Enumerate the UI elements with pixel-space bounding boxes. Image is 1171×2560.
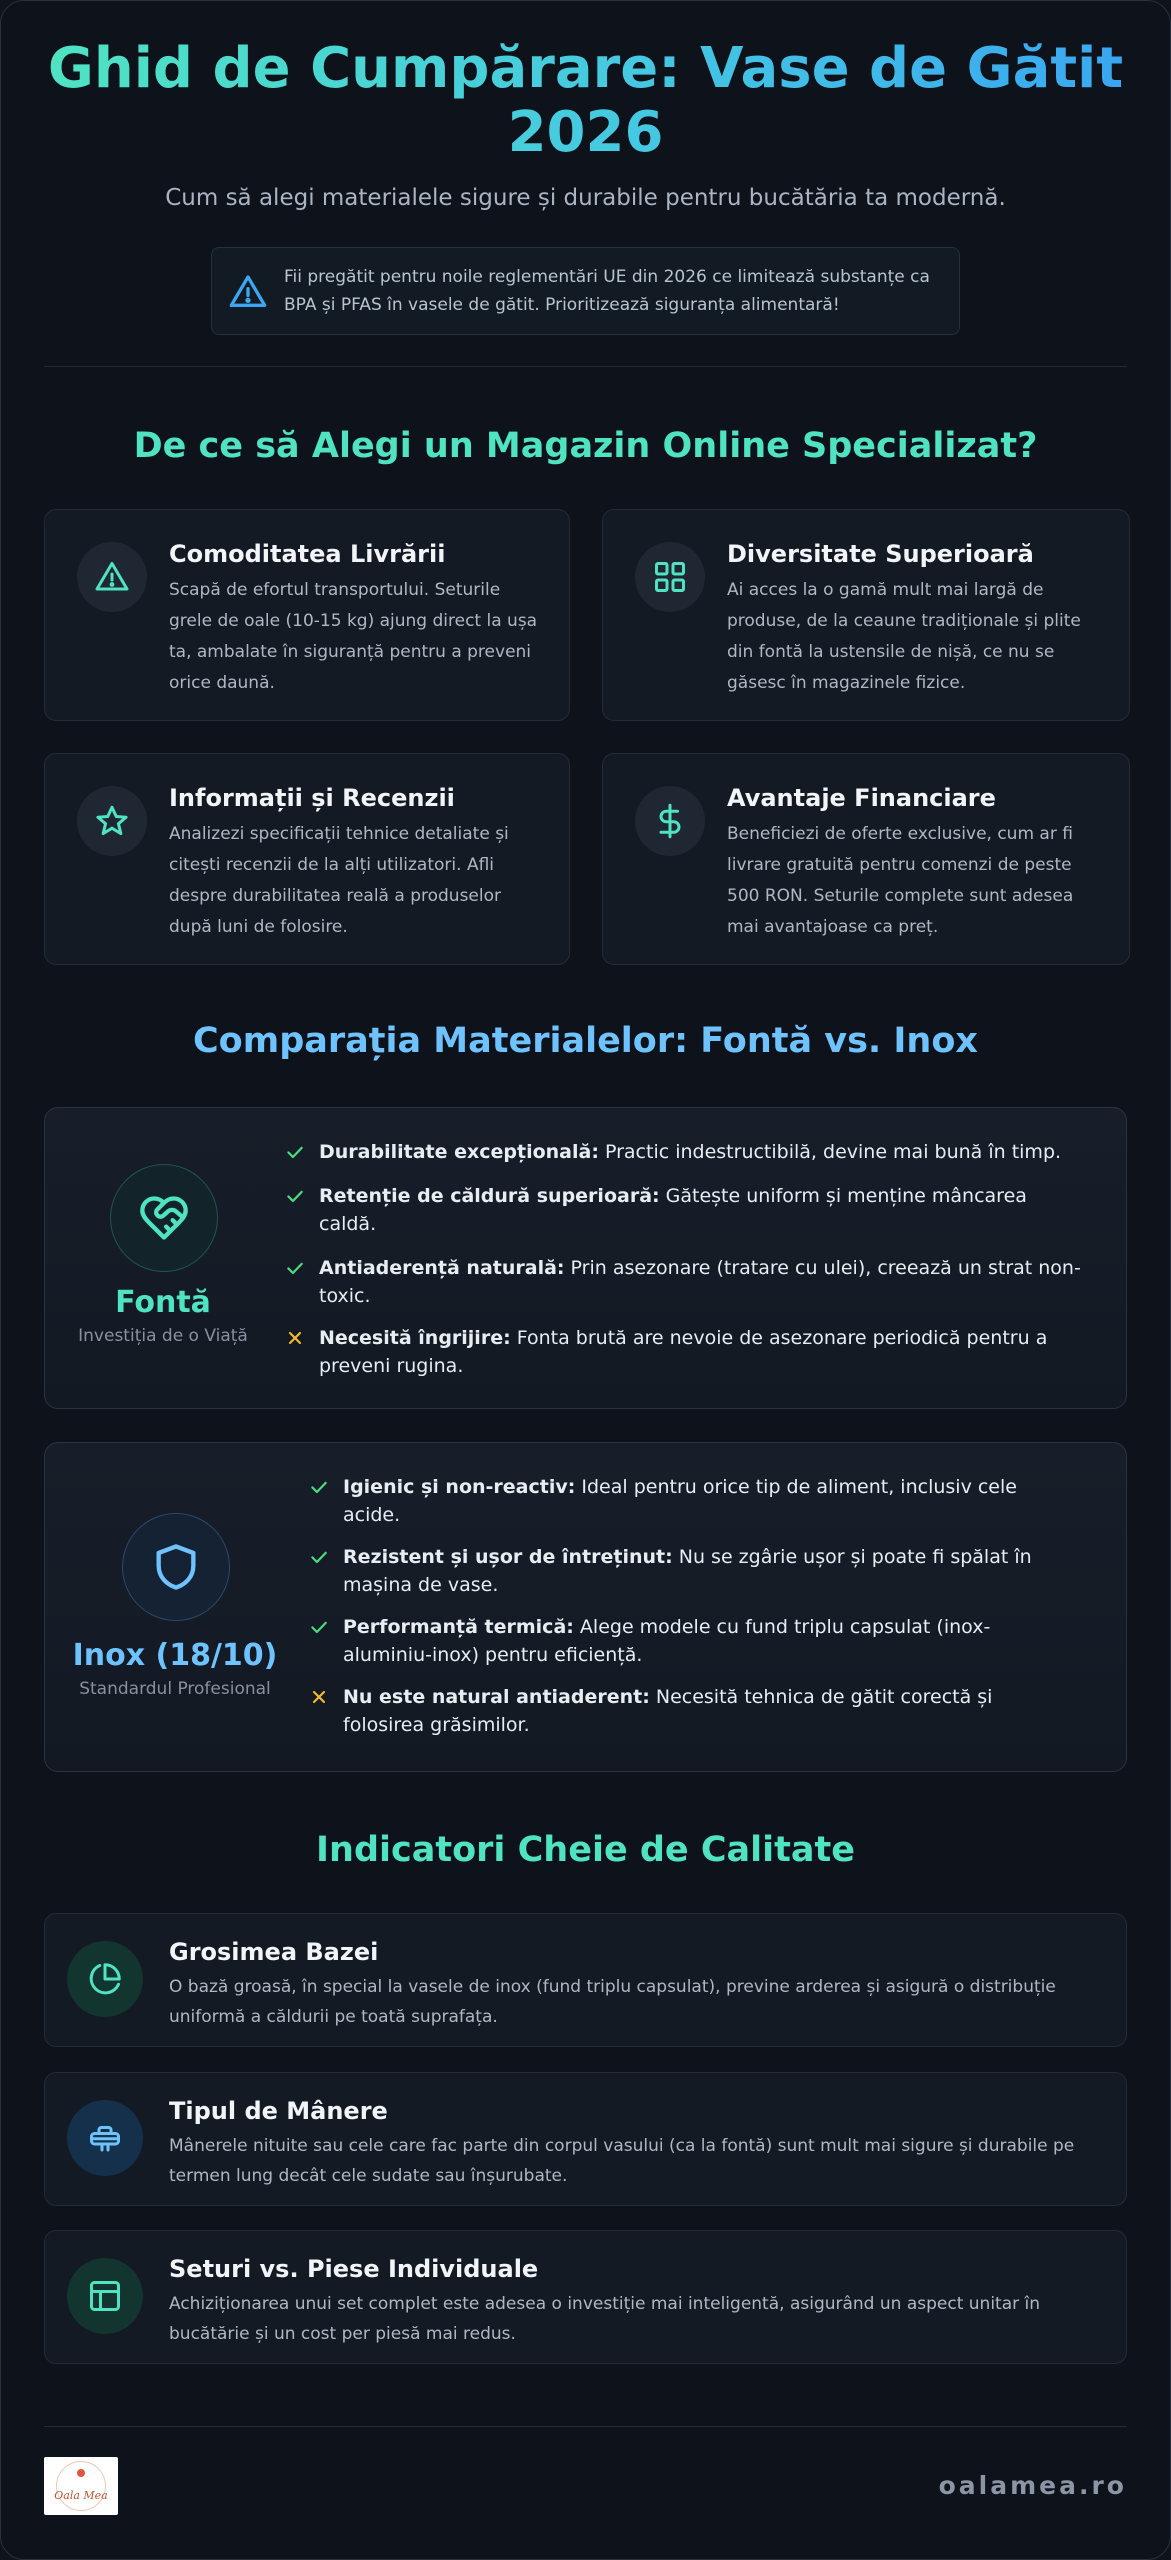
page-title: Ghid de Cumpărare: Vase de Gătit 2026 <box>44 37 1127 165</box>
con-point <box>285 1324 1085 1382</box>
circle <box>67 2258 143 2334</box>
warning-icon <box>228 272 268 312</box>
card-title: Avantaje Financiare <box>727 784 996 812</box>
circle <box>122 1513 230 1621</box>
point-text: Performanță termică: Alege modele cu fund triplu capsulat (inox-aluminiu-inox) pentru eficiență. <box>343 1616 991 1666</box>
quality-text: Achiziționarea unui set complet este adesea o investiție mai inteligentă, asigurând un aspect unitar în bucătărie și un cost per piesă mai redus. <box>169 2294 1041 2344</box>
check-icon <box>285 1258 305 1278</box>
card-title: Comoditatea Livrării <box>169 540 446 568</box>
dollar-icon <box>652 803 688 839</box>
pro-point <box>309 1613 1079 1671</box>
quality-item-handles <box>44 2072 1127 2206</box>
why-card-financial <box>602 753 1130 965</box>
circle <box>77 786 147 856</box>
quality-title: Grosimea Bazei <box>169 1938 379 1966</box>
warning-triangle-icon <box>94 559 130 595</box>
site-domain-link[interactable]: oalamea.ro <box>938 2471 1127 2500</box>
material-card-fonta <box>44 1107 1127 1409</box>
circle <box>110 1164 218 1272</box>
why-card-delivery <box>44 509 570 721</box>
pro-point <box>285 1254 1085 1312</box>
star-icon <box>94 803 130 839</box>
pro-point <box>285 1138 1085 1168</box>
heart-handshake-icon <box>138 1192 190 1244</box>
section-title-compare: Comparația Materialelor: Fontă vs. Inox <box>193 1021 978 1061</box>
material-tagline: Investiția de o Viață <box>78 1326 248 1346</box>
quality-item-base <box>44 1913 1127 2047</box>
layout-icon <box>87 2278 123 2314</box>
circle <box>635 786 705 856</box>
check-icon <box>309 1617 329 1637</box>
check-icon <box>285 1142 305 1162</box>
section-title-why: De ce să Alegi un Magazin Online Specializat? <box>133 426 1038 466</box>
circle <box>635 542 705 612</box>
brand-logo[interactable] <box>44 2457 118 2515</box>
material-tagline: Standardul Profesional <box>79 1679 271 1699</box>
quality-title: Seturi vs. Piese Individuale <box>169 2255 539 2283</box>
check-icon <box>285 1186 305 1206</box>
pro-point <box>309 1473 1079 1531</box>
cross-icon <box>309 1687 329 1707</box>
card-title: Diversitate Superioară <box>727 540 1034 568</box>
grid-icon <box>652 559 688 595</box>
logo-dot <box>77 2469 85 2477</box>
quality-title: Tipul de Mânere <box>169 2097 388 2125</box>
divider <box>44 366 1127 367</box>
point-text: Durabilitate excepțională: Practic indestructibilă, devine mai bună în timp. <box>319 1141 1062 1163</box>
card-text: Analizezi specificații tehnice detaliate și citești recenzii de la alți utilizatori. Afli despre durabilitatea reală a produselor după luni de folosire. <box>169 824 509 937</box>
check-icon <box>309 1547 329 1567</box>
cross-icon <box>285 1328 305 1348</box>
pro-point <box>309 1543 1079 1601</box>
point-text: Igienic și non-reactiv: Ideal pentru orice tip de aliment, inclusiv cele acide. <box>343 1476 1017 1526</box>
material-name: Fontă <box>115 1285 211 1320</box>
point-text: Nu este natural antiaderent: Necesită tehnica de gătit corectă și folosirea grăsimilor. <box>343 1686 993 1736</box>
circle <box>77 542 147 612</box>
point-text: Antiaderență naturală: Prin asezonare (tratare cu ulei), creează un strat non-toxic. <box>319 1257 1081 1307</box>
card-title: Informații și Recenzii <box>169 784 455 812</box>
point-text: Rezistent și ușor de întreținut: Nu se zgârie ușor și poate fi spălat în mașina de vase. <box>343 1546 1032 1596</box>
handle-icon <box>87 2120 123 2156</box>
alert-text: Fii pregătit pentru noile reglementări UE din 2026 ce limitează substanțe ca BPA și PFAS în vasele de gătit. Prioritizează siguranța alimentară! <box>284 267 930 315</box>
card-text: Beneficiezi de oferte exclusive, cum ar fi livrare gratuită pentru comenzi de peste 500 RON. Seturile complete sunt adesea mai avantajoase ca preț. <box>727 824 1074 937</box>
con-point <box>309 1683 1079 1741</box>
section-title-quality: Indicatori Cheie de Calitate <box>316 1830 855 1870</box>
divider <box>44 2426 1127 2427</box>
point-text: Necesită îngrijire: Fonta brută are nevoie de asezonare periodică pentru a preveni rugina. <box>319 1327 1048 1377</box>
quality-text: O bază groasă, în special la vasele de inox (fund triplu capsulat), previne arderea și asigură o distribuție uniformă a căldurii pe toată suprafața. <box>169 1977 1056 2027</box>
page-subtitle: Cum să alegi materialele sigure și durabile pentru bucătăria ta modernă. <box>165 185 1006 211</box>
quality-text: Mânerele nituite sau cele care fac parte din corpul vasului (ca la fontă) sunt mult mai sigure și durabile pe termen lung decât cele sudate sau înșurubate. <box>169 2136 1075 2186</box>
logo-text: Oala Mea <box>54 2489 108 2502</box>
why-card-reviews <box>44 753 570 965</box>
point-text: Retenție de căldură superioară: Gătește uniform și menține mâncarea caldă. <box>319 1185 1027 1235</box>
quality-item-sets <box>44 2230 1127 2364</box>
circle <box>67 1941 143 2017</box>
regulation-alert <box>211 247 960 335</box>
material-name: Inox (18/10) <box>72 1638 278 1673</box>
pro-point <box>285 1182 1085 1240</box>
circle <box>67 2100 143 2176</box>
card-text: Scapă de efortul transportului. Seturile grele de oale (10-15 kg) ajung direct la ușa ta, ambalate în siguranță pentru a preveni orice daună. <box>169 580 538 693</box>
shield-icon <box>150 1541 202 1593</box>
pie-chart-icon <box>87 1961 123 1997</box>
card-text: Ai acces la o gamă mult mai largă de produse, de la ceaune tradiționale și plite din fontă la ustensile de nișă, ce nu se găsesc în magazinele fizice. <box>727 580 1081 693</box>
material-card-inox <box>44 1442 1127 1772</box>
check-icon <box>309 1477 329 1497</box>
why-card-diversity <box>602 509 1130 721</box>
